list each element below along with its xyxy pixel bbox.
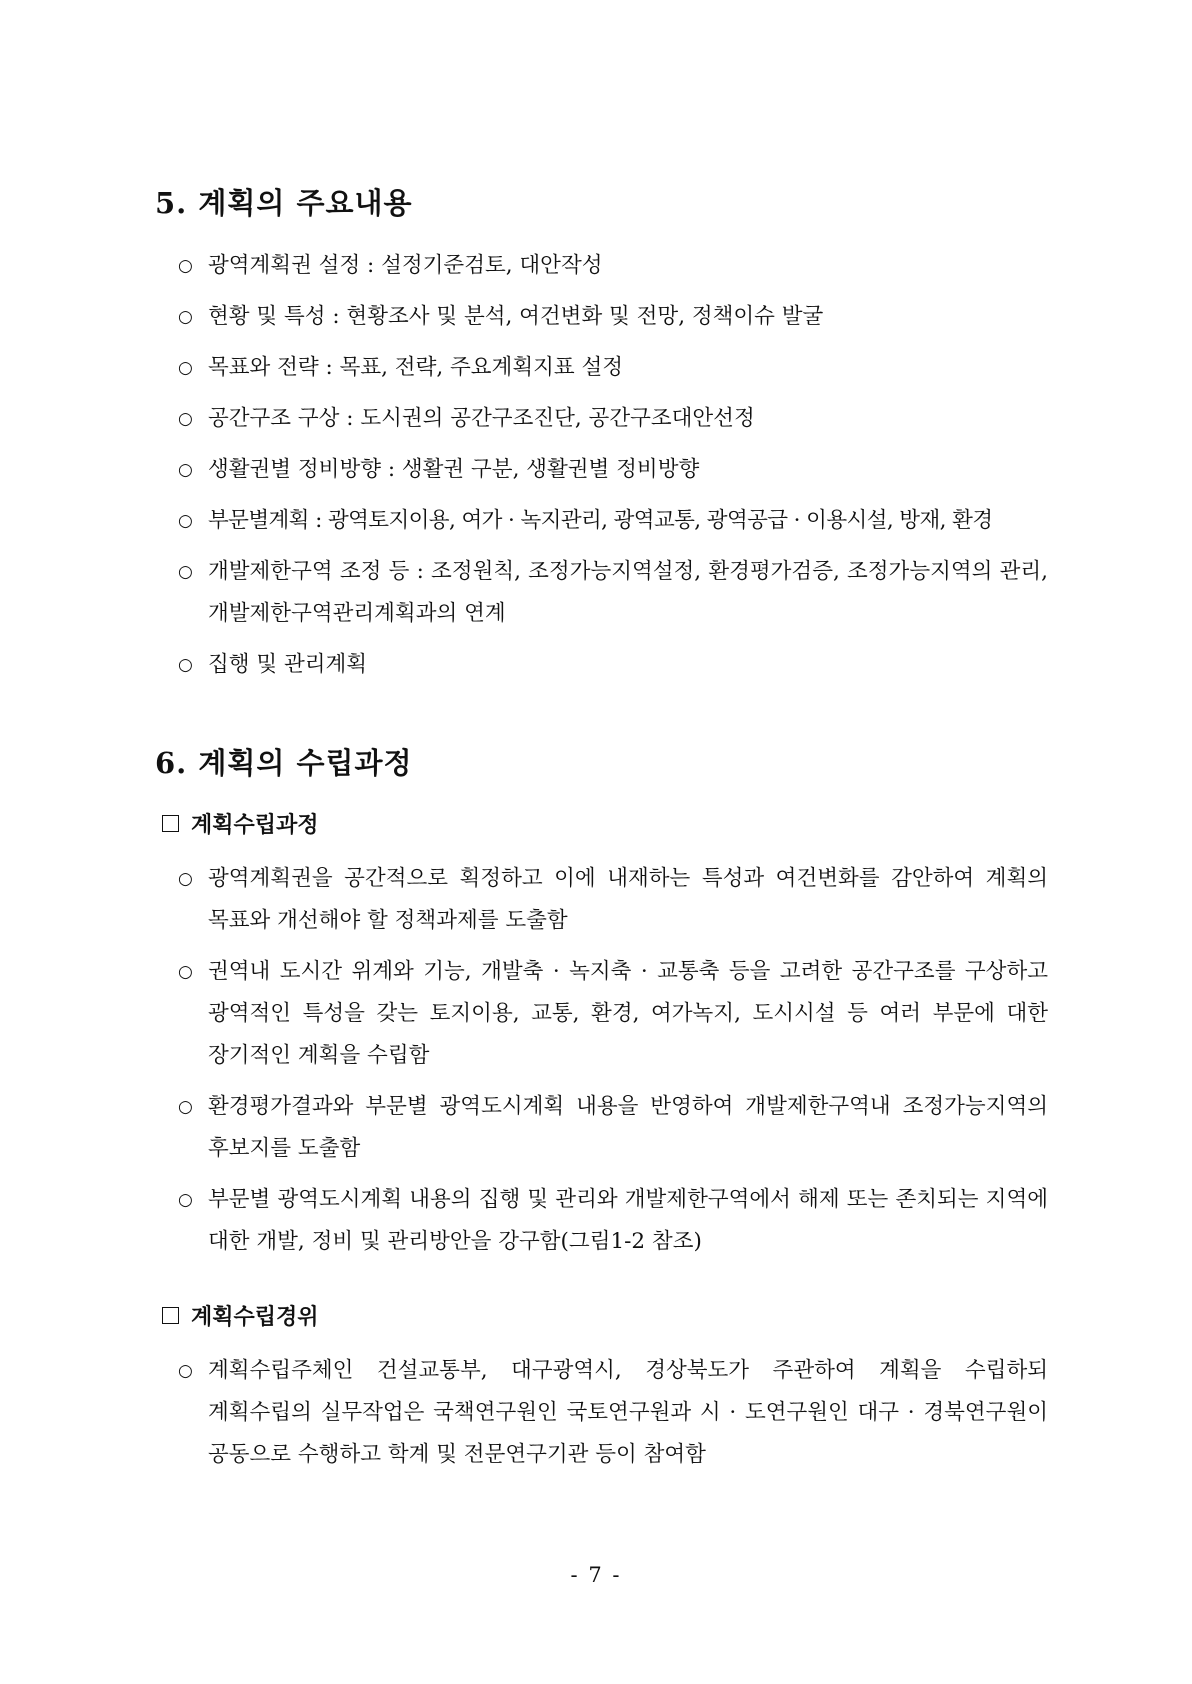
bullet-icon: ○ (178, 962, 193, 982)
list-item: ○ 광역계획권 설정 : 설정기준검토, 대안작성 (178, 245, 1048, 287)
list-item: ○ 광역계획권을 공간적으로 획정하고 이에 내재하는 특성과 여건변화를 감안하여 계획의 목표와 개선해야 할 정책과제를 도출함 (178, 858, 1048, 942)
bullet-icon: ○ (178, 655, 193, 675)
list-item: ○ 현황 및 특성 : 현황조사 및 분석, 여건변화 및 전망, 정책이슈 발굴 (178, 296, 1048, 338)
bullet-icon: ○ (178, 409, 193, 429)
list-item: ○ 환경평가결과와 부문별 광역도시계획 내용을 반영하여 개발제한구역내 조정가능지역의 후보지를 도출함 (178, 1086, 1048, 1170)
checkbox-square-icon (162, 1307, 179, 1324)
bullet-icon: ○ (178, 256, 193, 276)
planning-process-list (178, 858, 1048, 1263)
list-item: ○ 개발제한구역 조정 등 : 조정원칙, 조정가능지역설정, 환경평가검증, 조정가능지역의 관리, 개발제한구역관리계획과의 연계 (178, 551, 1048, 635)
list-item: ○ 부문별계획 : 광역토지이용, 여가 · 녹지관리, 광역교통, 광역공급 · 이용시설, 방재, 환경 (178, 500, 1048, 542)
bullet-icon: ○ (178, 460, 193, 480)
list-item: ○ 권역내 도시간 위계와 기능, 개발축 · 녹지축 · 교통축 등을 고려한 공간구조를 구상하고 광역적인 특성을 갖는 토지이용, 교통, 환경, 여가녹지, 도시시설 등 여러 부문에 대한 장기적인 계획을 수립함 (178, 951, 1048, 1077)
page-number: - 7 - (570, 1563, 622, 1587)
list-item: ○ 공간구조 구상 : 도시권의 공간구조진단, 공간구조대안선정 (178, 398, 1048, 440)
bullet-icon: ○ (178, 511, 193, 531)
planning-history-list (178, 1350, 1048, 1476)
list-item: ○ 부문별 광역도시계획 내용의 집행 및 관리와 개발제한구역에서 해제 또는 존치되는 지역에 대한 개발, 정비 및 관리방안을 강구함(그림1-2 참조) (178, 1179, 1048, 1263)
bullet-icon: ○ (178, 562, 193, 582)
section-5-list (178, 245, 1048, 686)
bullet-icon: ○ (178, 358, 193, 378)
bullet-icon: ○ (178, 307, 193, 327)
bullet-icon: ○ (178, 869, 193, 889)
list-item: ○ 목표와 전략 : 목표, 전략, 주요계획지표 설정 (178, 347, 1048, 389)
bullet-icon: ○ (178, 1361, 193, 1381)
subsection-planning-history-title: 계획수립경위 (162, 1300, 319, 1331)
subsection-planning-process-title: 계획수립과정 (162, 808, 319, 839)
checkbox-square-icon (162, 815, 179, 832)
section-5-title: 5. 계획의 주요내용 (155, 186, 413, 220)
list-item: ○ 생활권별 정비방향 : 생활권 구분, 생활권별 정비방향 (178, 449, 1048, 491)
list-item: ○ 집행 및 관리계획 (178, 644, 1048, 686)
list-item: ○ 계획수립주체인 건설교통부, 대구광역시, 경상북도가 주관하여 계획을 수립하되 계획수립의 실무작업은 국책연구원인 국토연구원과 시 · 도연구원인 대구 · 경북연구원이 공동으로 수행하고 학계 및 전문연구기관 등이 참여함 (178, 1350, 1048, 1476)
bullet-icon: ○ (178, 1190, 193, 1210)
bullet-icon: ○ (178, 1097, 193, 1117)
section-6-title: 6. 계획의 수립과정 (155, 746, 413, 780)
